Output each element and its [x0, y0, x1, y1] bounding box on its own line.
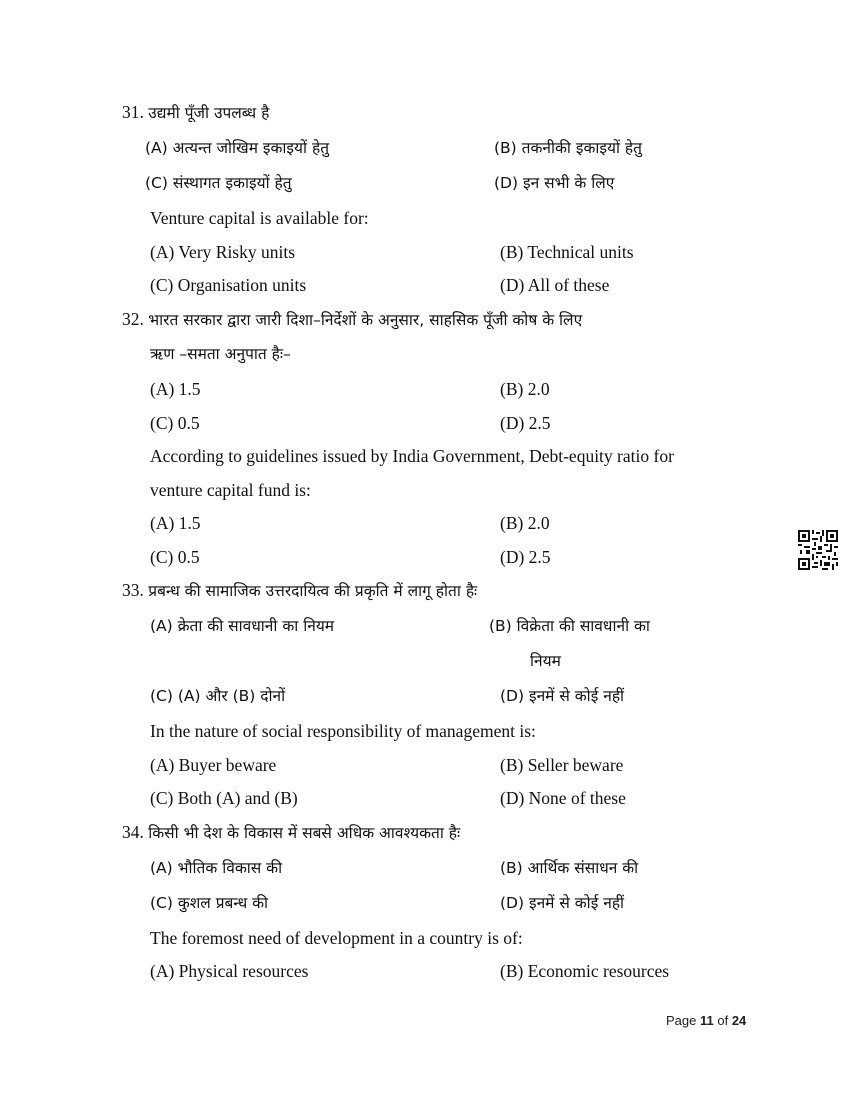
q32-english-option-b: (B) 2.0 [500, 513, 550, 533]
q34-english-option-b: (B) Economic resources [500, 961, 670, 981]
question-33-english: In the nature of social responsibility of management is: [150, 721, 536, 741]
q34-hindi-option-b: (B) आर्थिक संसाधन की [500, 859, 639, 877]
question-34-hindi: 34. किसी भी देश के विकास में सबसे अधिक आवश्यकता हैः [122, 822, 461, 842]
q33-english-option-d: (D) None of these [500, 788, 626, 808]
question-32-hindi-line2: ऋण –समता अनुपात हैः– [150, 345, 291, 363]
q33-english-option-c: (C) Both (A) and (B) [150, 788, 298, 808]
q32-hindi-option-d: (D) 2.5 [500, 413, 551, 433]
q31-hindi-option-c: (C) संस्थागत इकाइयों हेतु [145, 174, 292, 192]
q34-hindi-option-d: (D) इनमें से कोई नहीं [500, 894, 625, 912]
q33-hindi-option-b: (B) विक्रेता की सावधानी का [489, 617, 650, 635]
q31-english-option-c: (C) Organisation units [150, 275, 307, 295]
q32-hindi-option-a: (A) 1.5 [150, 379, 201, 399]
q31-english-option-b: (B) Technical units [500, 242, 634, 262]
question-32-english-line2: venture capital fund is: [150, 480, 311, 500]
q32-hindi-option-c: (C) 0.5 [150, 413, 200, 433]
question-31-english: Venture capital is available for: [150, 208, 369, 228]
qr-code-icon [798, 530, 838, 570]
q34-english-option-a: (A) Physical resources [150, 961, 309, 981]
q32-english-option-a: (A) 1.5 [150, 513, 201, 533]
q32-english-option-c: (C) 0.5 [150, 547, 200, 567]
question-31-hindi: 31. उद्यमी पूँजी उपलब्ध है [122, 102, 270, 122]
q31-hindi-option-a: (A) अत्यन्त जोखिम इकाइयों हेतु [145, 139, 330, 157]
page-footer: Page 11 of 24 [666, 1013, 747, 1028]
q31-english-option-a: (A) Very Risky units [150, 242, 296, 262]
q31-hindi-option-d: (D) इन सभी के लिए [494, 174, 615, 192]
question-34-english: The foremost need of development in a country is of: [150, 928, 523, 948]
current-page-number: 11 [699, 1013, 714, 1028]
q33-english-option-b: (B) Seller beware [500, 755, 624, 775]
q34-hindi-option-c: (C) कुशल प्रबन्ध की [150, 894, 269, 912]
q33-hindi-option-a: (A) क्रेता की सावधानी का नियम [150, 617, 335, 635]
q32-english-option-d: (D) 2.5 [500, 547, 551, 567]
q31-hindi-option-b: (B) तकनीकी इकाइयों हेतु [494, 139, 642, 157]
q33-hindi-option-d: (D) इनमें से कोई नहीं [500, 687, 625, 705]
q31-english-option-d: (D) All of these [500, 275, 610, 295]
question-33-hindi: 33. प्रबन्ध की सामाजिक उत्तरदायित्व की प्रकृति में लागू होता हैः [122, 580, 478, 600]
total-page-count: 24 [731, 1013, 747, 1028]
question-32-english: According to guidelines issued by India Government, Debt-equity ratio for [150, 446, 674, 466]
q34-hindi-option-a: (A) भौतिक विकास की [150, 859, 283, 877]
q33-hindi-option-c: (C) (A) और (B) दोनों [150, 687, 286, 705]
q32-hindi-option-b: (B) 2.0 [500, 379, 550, 399]
question-32-hindi: 32. भारत सरकार द्वारा जारी दिशा–निर्देशों के अनुसार, साहसिक पूँजी कोष के लिए [122, 309, 583, 329]
q33-hindi-option-b-cont: नियम [530, 652, 561, 670]
q33-english-option-a: (A) Buyer beware [150, 755, 277, 775]
